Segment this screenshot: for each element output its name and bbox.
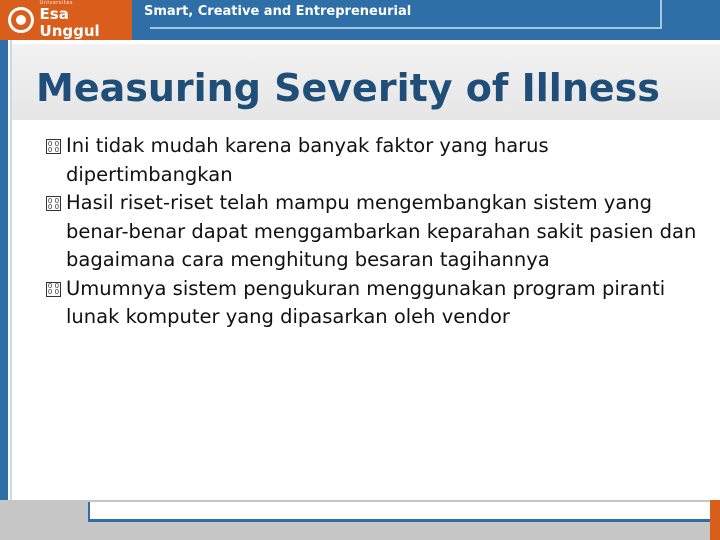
left-stripe-decoration <box>0 40 8 540</box>
footer-inner-panel <box>88 502 720 522</box>
bullet-box-icon: 0 0 0 0 <box>47 282 60 296</box>
logo-name: Esa Unggul <box>39 5 100 40</box>
slide-content <box>46 132 706 332</box>
bullet-text: Hasil riset-riset telah mampu mengembangkan sistem yang benar-benar dapat menggambarkan keparahan sakit pasien dan bagaimana cara menghitung besaran tagihannya <box>66 191 697 271</box>
logo-emblem-icon <box>8 7 34 33</box>
bullet-item <box>46 132 706 189</box>
university-logo <box>0 0 132 40</box>
bullet-text: Ini tidak mudah karena banyak faktor yang harus dipertimbangkan <box>66 134 549 186</box>
header-tagline: Smart, Creative and Entrepreneurial <box>144 4 412 19</box>
logo-subtitle: Universitas <box>39 0 73 6</box>
bullet-item <box>46 275 706 332</box>
slide-title: Measuring Severity of Illness <box>36 66 660 110</box>
bullet-text: Umumnya sistem pengukuran menggunakan program piranti lunak komputer yang dipasarkan oleh vendor <box>66 276 666 328</box>
bullet-box-icon: 0 0 0 0 <box>47 196 60 211</box>
logo-text <box>40 0 132 40</box>
footer-orange-accent <box>710 500 720 540</box>
bullet-item <box>46 189 706 275</box>
bullet-box-icon: 0 0 0 0 <box>47 139 60 154</box>
